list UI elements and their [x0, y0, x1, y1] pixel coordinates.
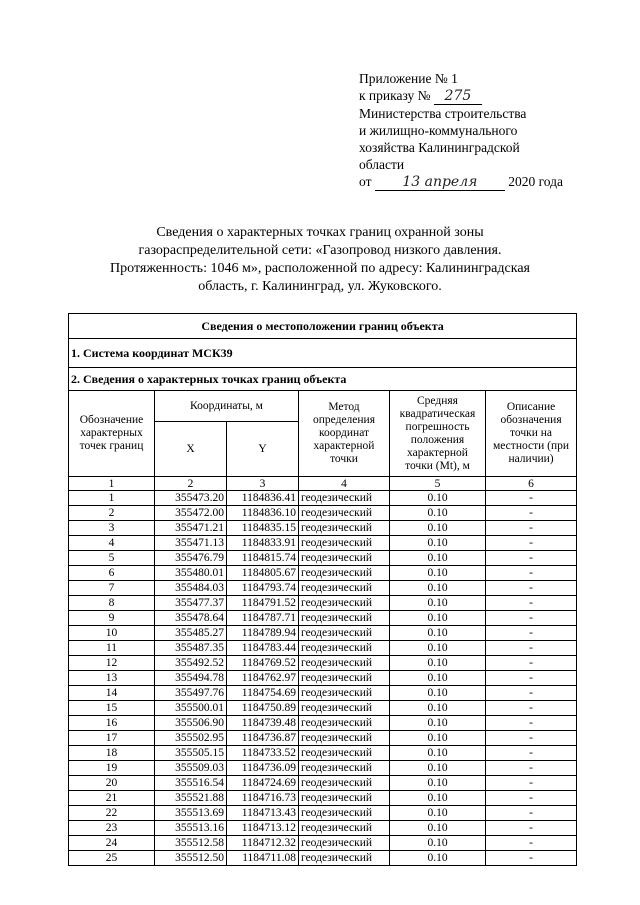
- order-number-handwritten: 275: [434, 89, 482, 105]
- x-coordinate-cell: 355471.21: [155, 521, 227, 536]
- header-coordinates: Координаты, м: [155, 391, 299, 422]
- error-cell: 0.10: [390, 596, 486, 611]
- ministry-line-4: области: [359, 157, 405, 172]
- point-number-cell: 19: [69, 761, 155, 776]
- header-description: Описание обозначения точки на местности (при наличии): [486, 391, 577, 477]
- description-cell: -: [486, 731, 577, 746]
- method-cell: геодезический: [299, 671, 390, 686]
- point-number-cell: 12: [69, 656, 155, 671]
- point-number-cell: 15: [69, 701, 155, 716]
- method-cell: геодезический: [299, 851, 390, 866]
- point-number-cell: 17: [69, 731, 155, 746]
- description-cell: -: [486, 746, 577, 761]
- y-coordinate-cell: 1184789.94: [227, 626, 299, 641]
- y-coordinate-cell: 1184793.74: [227, 581, 299, 596]
- error-cell: 0.10: [390, 626, 486, 641]
- error-cell: 0.10: [390, 746, 486, 761]
- point-number-cell: 6: [69, 566, 155, 581]
- x-coordinate-cell: 355487.35: [155, 641, 227, 656]
- method-cell: геодезический: [299, 596, 390, 611]
- x-coordinate-cell: 355492.52: [155, 656, 227, 671]
- description-cell: -: [486, 521, 577, 536]
- header-error: Средняя квадратическая погрешность положения характерной точки (Mt), м: [390, 391, 486, 477]
- error-cell: 0.10: [390, 506, 486, 521]
- header-method: Метод определения координат характерной точки: [299, 391, 390, 477]
- document-title: [90, 224, 550, 296]
- table-row: [69, 746, 577, 761]
- x-coordinate-cell: 355476.79: [155, 551, 227, 566]
- x-coordinate-cell: 355513.69: [155, 806, 227, 821]
- date-prefix: от: [359, 174, 372, 189]
- points-section-heading: 2. Сведения о характерных точках границ объекта: [69, 368, 577, 391]
- method-cell: геодезический: [299, 686, 390, 701]
- x-coordinate-cell: 355521.88: [155, 791, 227, 806]
- x-coordinate-cell: 355505.15: [155, 746, 227, 761]
- y-coordinate-cell: 1184783.44: [227, 641, 299, 656]
- description-cell: -: [486, 491, 577, 506]
- y-coordinate-cell: 1184769.52: [227, 656, 299, 671]
- method-cell: геодезический: [299, 581, 390, 596]
- column-index-row: [69, 477, 577, 491]
- y-coordinate-cell: 1184762.97: [227, 671, 299, 686]
- y-coordinate-cell: 1184833.91: [227, 536, 299, 551]
- x-coordinate-cell: 355478.64: [155, 611, 227, 626]
- header-x: X: [155, 422, 227, 477]
- y-coordinate-cell: 1184750.89: [227, 701, 299, 716]
- y-coordinate-cell: 1184736.09: [227, 761, 299, 776]
- error-cell: 0.10: [390, 731, 486, 746]
- title-line-4: область, г. Калининград, ул. Жуковского.: [198, 279, 442, 294]
- method-cell: геодезический: [299, 551, 390, 566]
- index-cell: 1: [69, 477, 155, 491]
- description-cell: -: [486, 536, 577, 551]
- table-row: [69, 581, 577, 596]
- index-cell: 2: [155, 477, 227, 491]
- error-cell: 0.10: [390, 491, 486, 506]
- method-cell: геодезический: [299, 536, 390, 551]
- point-number-cell: 7: [69, 581, 155, 596]
- method-cell: геодезический: [299, 836, 390, 851]
- point-number-cell: 10: [69, 626, 155, 641]
- x-coordinate-cell: 355494.78: [155, 671, 227, 686]
- table-row: [69, 791, 577, 806]
- description-cell: -: [486, 701, 577, 716]
- x-coordinate-cell: 355512.58: [155, 836, 227, 851]
- description-cell: -: [486, 656, 577, 671]
- x-coordinate-cell: 355513.16: [155, 821, 227, 836]
- y-coordinate-cell: 1184712.32: [227, 836, 299, 851]
- y-coordinate-cell: 1184836.10: [227, 506, 299, 521]
- method-cell: геодезический: [299, 791, 390, 806]
- description-cell: -: [486, 761, 577, 776]
- error-cell: 0.10: [390, 701, 486, 716]
- title-line-1: Сведения о характерных точках границ охранной зоны: [156, 225, 484, 240]
- description-cell: -: [486, 821, 577, 836]
- ministry-line-2: и жилищно-коммунального: [359, 123, 518, 138]
- method-cell: геодезический: [299, 491, 390, 506]
- point-number-cell: 23: [69, 821, 155, 836]
- x-coordinate-cell: 355484.03: [155, 581, 227, 596]
- point-number-cell: 3: [69, 521, 155, 536]
- point-number-cell: 21: [69, 791, 155, 806]
- order-line: [359, 87, 629, 105]
- description-cell: -: [486, 791, 577, 806]
- method-cell: геодезический: [299, 746, 390, 761]
- description-cell: -: [486, 716, 577, 731]
- y-coordinate-cell: 1184835.15: [227, 521, 299, 536]
- point-number-cell: 18: [69, 746, 155, 761]
- error-cell: 0.10: [390, 821, 486, 836]
- x-coordinate-cell: 355497.76: [155, 686, 227, 701]
- x-coordinate-cell: 355485.27: [155, 626, 227, 641]
- description-cell: -: [486, 686, 577, 701]
- table-row: [69, 821, 577, 836]
- table-row: [69, 656, 577, 671]
- description-cell: -: [486, 611, 577, 626]
- point-number-cell: 9: [69, 611, 155, 626]
- error-cell: 0.10: [390, 641, 486, 656]
- point-number-cell: 25: [69, 851, 155, 866]
- x-coordinate-cell: 355516.54: [155, 776, 227, 791]
- error-cell: 0.10: [390, 671, 486, 686]
- description-cell: -: [486, 836, 577, 851]
- point-number-cell: 2: [69, 506, 155, 521]
- y-coordinate-cell: 1184791.52: [227, 596, 299, 611]
- error-cell: 0.10: [390, 806, 486, 821]
- method-cell: геодезический: [299, 806, 390, 821]
- date-line: [359, 173, 629, 191]
- y-coordinate-cell: 1184716.73: [227, 791, 299, 806]
- table-row: [69, 506, 577, 521]
- boundary-points-table: [68, 313, 577, 866]
- table-row: [69, 626, 577, 641]
- date-handwritten: 13 апреля: [375, 175, 505, 191]
- method-cell: геодезический: [299, 611, 390, 626]
- y-coordinate-cell: 1184805.67: [227, 566, 299, 581]
- table-row: [69, 731, 577, 746]
- error-cell: 0.10: [390, 761, 486, 776]
- error-cell: 0.10: [390, 611, 486, 626]
- description-cell: -: [486, 581, 577, 596]
- error-cell: 0.10: [390, 851, 486, 866]
- table-row: [69, 596, 577, 611]
- table-row: [69, 716, 577, 731]
- description-cell: -: [486, 806, 577, 821]
- y-coordinate-cell: 1184733.52: [227, 746, 299, 761]
- y-coordinate-cell: 1184739.48: [227, 716, 299, 731]
- method-cell: геодезический: [299, 641, 390, 656]
- y-coordinate-cell: 1184736.87: [227, 731, 299, 746]
- table-row: [69, 806, 577, 821]
- point-number-cell: 20: [69, 776, 155, 791]
- x-coordinate-cell: 355500.01: [155, 701, 227, 716]
- method-cell: геодезический: [299, 626, 390, 641]
- point-number-cell: 1: [69, 491, 155, 506]
- error-cell: 0.10: [390, 566, 486, 581]
- table-row: [69, 566, 577, 581]
- y-coordinate-cell: 1184787.71: [227, 611, 299, 626]
- order-prefix: к приказу №: [359, 88, 431, 103]
- description-cell: -: [486, 671, 577, 686]
- method-cell: геодезический: [299, 521, 390, 536]
- error-cell: 0.10: [390, 551, 486, 566]
- description-cell: -: [486, 551, 577, 566]
- table-row: [69, 611, 577, 626]
- error-cell: 0.10: [390, 836, 486, 851]
- method-cell: геодезический: [299, 821, 390, 836]
- point-number-cell: 22: [69, 806, 155, 821]
- point-number-cell: 8: [69, 596, 155, 611]
- index-cell: 6: [486, 477, 577, 491]
- description-cell: -: [486, 626, 577, 641]
- point-number-cell: 13: [69, 671, 155, 686]
- error-cell: 0.10: [390, 656, 486, 671]
- y-coordinate-cell: 1184713.43: [227, 806, 299, 821]
- error-cell: 0.10: [390, 716, 486, 731]
- table-row: [69, 491, 577, 506]
- x-coordinate-cell: 355480.01: [155, 566, 227, 581]
- x-coordinate-cell: 355512.50: [155, 851, 227, 866]
- description-cell: -: [486, 596, 577, 611]
- table-row: [69, 551, 577, 566]
- table-row: [69, 776, 577, 791]
- method-cell: геодезический: [299, 506, 390, 521]
- x-coordinate-cell: 355477.37: [155, 596, 227, 611]
- y-coordinate-cell: 1184711.08: [227, 851, 299, 866]
- title-line-2: газораспределительной сети: «Газопровод низкого давления.: [138, 243, 502, 258]
- table-row: [69, 536, 577, 551]
- table-row: [69, 836, 577, 851]
- description-cell: -: [486, 641, 577, 656]
- index-cell: 4: [299, 477, 390, 491]
- error-cell: 0.10: [390, 521, 486, 536]
- error-cell: 0.10: [390, 536, 486, 551]
- appendix-number: Приложение № 1: [359, 71, 458, 86]
- method-cell: геодезический: [299, 701, 390, 716]
- coordinate-system: 1. Система координат МСК39: [69, 339, 577, 368]
- index-cell: 3: [227, 477, 299, 491]
- ministry-line-1: Министерства строительства: [359, 106, 527, 121]
- y-coordinate-cell: 1184724.69: [227, 776, 299, 791]
- table-row: [69, 686, 577, 701]
- x-coordinate-cell: 355509.03: [155, 761, 227, 776]
- error-cell: 0.10: [390, 776, 486, 791]
- description-cell: -: [486, 851, 577, 866]
- table-row: [69, 701, 577, 716]
- table-row: [69, 671, 577, 686]
- y-coordinate-cell: 1184713.12: [227, 821, 299, 836]
- title-line-3: Протяженность: 1046 м», расположенной по адресу: Калининградская: [110, 261, 530, 276]
- x-coordinate-cell: 355506.90: [155, 716, 227, 731]
- error-cell: 0.10: [390, 581, 486, 596]
- point-number-cell: 5: [69, 551, 155, 566]
- ministry-line-3: хозяйства Калининградской: [359, 140, 520, 155]
- method-cell: геодезический: [299, 566, 390, 581]
- y-coordinate-cell: 1184754.69: [227, 686, 299, 701]
- table-row: [69, 851, 577, 866]
- point-number-cell: 24: [69, 836, 155, 851]
- section-title: Сведения о местоположении границ объекта: [69, 314, 577, 339]
- point-number-cell: 11: [69, 641, 155, 656]
- x-coordinate-cell: 355473.20: [155, 491, 227, 506]
- header-y: Y: [227, 422, 299, 477]
- method-cell: геодезический: [299, 761, 390, 776]
- description-cell: -: [486, 506, 577, 521]
- y-coordinate-cell: 1184815.74: [227, 551, 299, 566]
- error-cell: 0.10: [390, 686, 486, 701]
- table-row: [69, 761, 577, 776]
- appendix-header: [359, 70, 629, 191]
- description-cell: -: [486, 566, 577, 581]
- method-cell: геодезический: [299, 716, 390, 731]
- x-coordinate-cell: 355502.95: [155, 731, 227, 746]
- table-row: [69, 521, 577, 536]
- method-cell: геодезический: [299, 731, 390, 746]
- y-coordinate-cell: 1184836.41: [227, 491, 299, 506]
- table-row: [69, 641, 577, 656]
- date-suffix: 2020 года: [508, 174, 564, 189]
- index-cell: 5: [390, 477, 486, 491]
- point-number-cell: 16: [69, 716, 155, 731]
- method-cell: геодезический: [299, 776, 390, 791]
- description-cell: -: [486, 776, 577, 791]
- x-coordinate-cell: 355471.13: [155, 536, 227, 551]
- x-coordinate-cell: 355472.00: [155, 506, 227, 521]
- error-cell: 0.10: [390, 791, 486, 806]
- method-cell: геодезический: [299, 656, 390, 671]
- point-number-cell: 4: [69, 536, 155, 551]
- point-number-cell: 14: [69, 686, 155, 701]
- header-point: Обозначение характерных точек границ: [69, 391, 155, 477]
